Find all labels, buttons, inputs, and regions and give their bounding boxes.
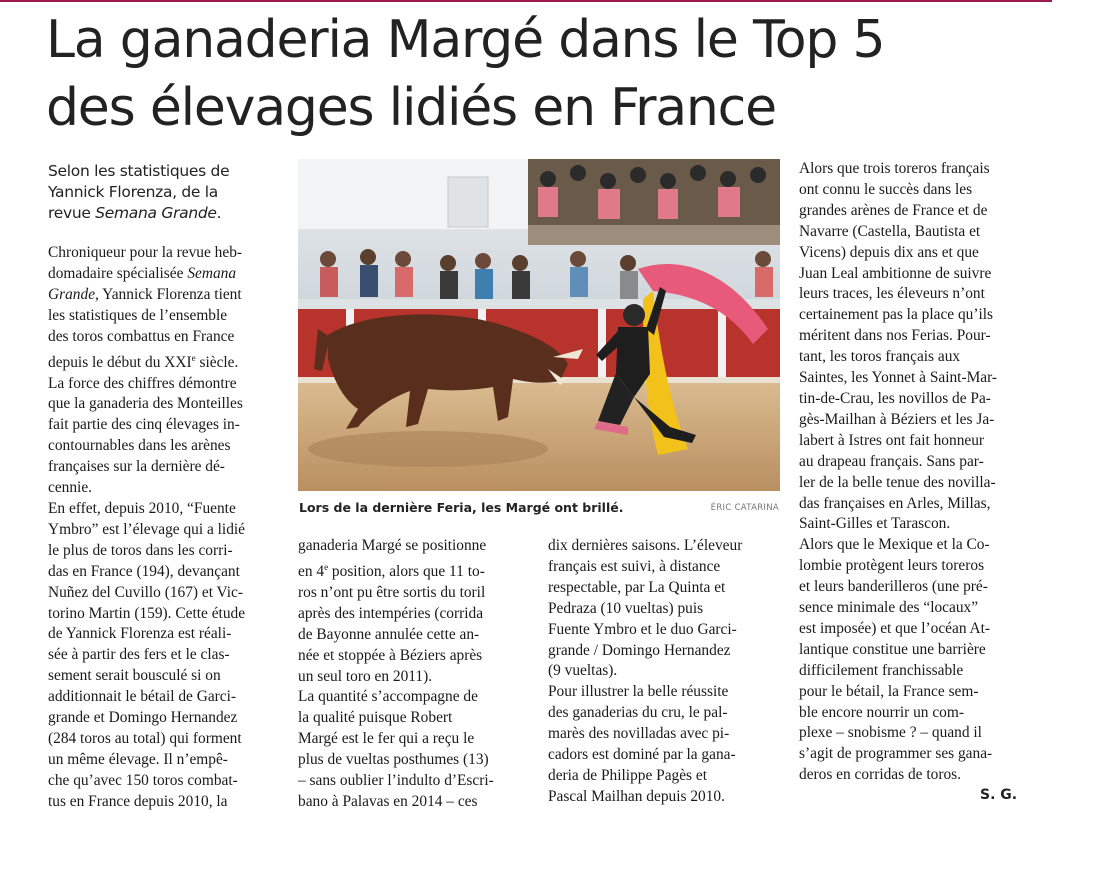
- text-line: Saint-Gilles et Tarascon.: [799, 515, 951, 533]
- text-line: Pedraza (10 vueltas) puis: [548, 599, 704, 617]
- bullfight-photo: [298, 159, 780, 491]
- text-line: des toros combattus en France: [48, 327, 235, 345]
- text-line: grande / Domingo Hernandez: [548, 641, 731, 659]
- headline-line-1: La ganaderia Margé dans le Top 5: [46, 10, 885, 70]
- text-line: un seul toro en 2011).: [298, 667, 433, 685]
- text-line: ler de la belle tenue des novilla-: [799, 473, 996, 491]
- text-line: La force des chiffres démontre: [48, 374, 237, 392]
- standfirst-line: Yannick Florenza, de la: [48, 183, 219, 201]
- text-line: ont connu le succès dans les: [799, 180, 973, 198]
- text-line: les statistiques de l’ensemble: [48, 306, 228, 324]
- text-line: deros en corridas de toros.: [799, 766, 961, 784]
- text-line: lombie protègent leurs toreros: [799, 557, 985, 575]
- text-line: françaises sur la dernière dé-: [48, 458, 225, 476]
- text-line: la qualité puisque Robert: [298, 709, 453, 727]
- text-line: que la ganaderia des Monteilles: [48, 395, 243, 413]
- text-line: Vicens) depuis dix ans et que: [799, 243, 979, 261]
- text-line: tant, les toros français aux: [799, 348, 961, 366]
- text-line: additionnait le bétail de Garci-: [48, 688, 237, 706]
- text-line: français est suivi, à distance: [548, 557, 721, 575]
- text-line: domadaire spécialisée Semana: [48, 264, 237, 282]
- standfirst-line: Selon les statistiques de: [48, 162, 230, 180]
- text-line: cadors est dominé par la gana-: [548, 746, 736, 764]
- text-line: sement serait bousculé si on: [48, 667, 221, 685]
- text-line: (9 vueltas).: [548, 662, 618, 680]
- bullfight-illustration: [298, 159, 780, 491]
- article-column-3: [548, 536, 780, 808]
- photo-caption: Lors de la dernière Feria, les Margé ont brillé.: [299, 500, 624, 515]
- text-line: après des intempéries (corrida: [298, 604, 484, 622]
- headline-line-2: des élevages lidiés en France: [46, 78, 776, 138]
- text-line: Ymbro” est l’élevage qui a lidié: [48, 520, 246, 538]
- text-line: pour le bétail, la France sem-: [799, 682, 979, 700]
- text-line: Pascal Mailhan depuis 2010.: [548, 787, 725, 805]
- text-line: marès des novilladas avec pi-: [548, 725, 730, 743]
- text-line: Margé est le fer qui a reçu le: [298, 730, 475, 748]
- magazine-name: Semana Grande: [95, 204, 217, 222]
- text-line: contournables dans les arènes: [48, 437, 231, 455]
- photo-caption-bar: [299, 500, 779, 520]
- text-line: leurs traces, les éleveurs n’ont: [799, 285, 985, 303]
- text-line: bano à Palavas en 2014 – ces: [298, 793, 478, 810]
- text-line: deria de Philippe Pagès et: [548, 766, 707, 784]
- text-line: lantique constitue une barrière: [799, 640, 986, 658]
- text-line: cennie.: [48, 479, 93, 497]
- text-line: Grande, Yannick Florenza tient: [48, 285, 242, 303]
- text-line: sée à partir des fers et le clas-: [48, 646, 230, 664]
- text-line: certainement pas la place qu’ils: [799, 306, 994, 324]
- text-line: ganaderia Margé se positionne: [298, 537, 487, 554]
- text-line: s’agit de programmer ses gana-: [799, 745, 993, 763]
- text-line: un même élevage. Il n’empê-: [48, 750, 228, 768]
- text-line: Pour illustrer la belle réussite: [548, 683, 729, 701]
- text-line: gès-Mailhan à Béziers et les Ja-: [799, 410, 995, 428]
- text-line: plus de vueltas posthumes (13): [298, 751, 489, 769]
- text-line: das en France (194), devançant: [48, 562, 240, 580]
- text-line: tus en France depuis 2010, la: [48, 792, 228, 810]
- text-line: est imposée) et que l’océan At-: [799, 619, 991, 637]
- top-accent-line: [0, 0, 1052, 2]
- text-line: de Yannick Florenza est réali-: [48, 625, 232, 643]
- text-line: Alors que le Mexique et la Co-: [799, 536, 990, 554]
- article-column-2: [298, 536, 530, 813]
- text-line: Alors que trois toreros français: [799, 160, 990, 177]
- article-column-1: [48, 243, 280, 813]
- article-column-4: [799, 159, 1039, 786]
- text-line: ros n’ont pu être sortis du toril: [298, 583, 486, 601]
- text-line: Nuñez del Cuvillo (167) et Vic-: [48, 583, 243, 601]
- text-line: de Bayonne annulée cette an-: [298, 625, 480, 643]
- text-line: Juan Leal ambitionne de suivre: [799, 264, 992, 282]
- text-line: Saintes, les Yonnet à Saint-Mar-: [799, 369, 998, 387]
- text-line: En effet, depuis 2010, “Fuente: [48, 500, 236, 517]
- text-line: (284 toros au total) qui forment: [48, 729, 242, 747]
- text-line: depuis le début du XXIe siècle.: [48, 352, 239, 371]
- standfirst-line: revue Semana Grande.: [48, 204, 222, 222]
- article-headline: [46, 6, 1056, 142]
- text-line: Fuente Ymbro et le duo Garci-: [548, 620, 737, 638]
- text-line: respectable, par La Quinta et: [548, 578, 726, 596]
- text-line: le plus de toros dans les corri-: [48, 541, 233, 559]
- text-line: labert à Istres ont fait honneur: [799, 431, 985, 449]
- text-line: difficilement franchissable: [799, 661, 964, 679]
- text-line: née et stoppée à Béziers après: [298, 646, 483, 664]
- photo-credit: ÉRIC CATARINA: [710, 503, 779, 513]
- text-line: au drapeau français. Sans par-: [799, 452, 984, 470]
- article-standfirst: [48, 161, 278, 224]
- text-line: en 4e position, alors que 11 to-: [298, 561, 485, 581]
- text-line: Chroniqueur pour la revue heb-: [48, 244, 243, 261]
- text-line: torino Martin (159). Cette étude: [48, 604, 246, 622]
- text-line: plexe – snobisme ? – quand il: [799, 724, 982, 742]
- text-line: – sans oublier l’indulto d’Escri-: [298, 772, 494, 790]
- text-line: sence minimale des “locaux”: [799, 599, 979, 617]
- text-line: grandes arènes de France et de: [799, 201, 988, 219]
- text-line: fait partie des cinq élevages in-: [48, 416, 240, 434]
- text-line: tin-de-Crau, les novillos de Pa-: [799, 389, 991, 407]
- text-line: das françaises en Arles, Millas,: [799, 494, 991, 512]
- text-line: grande et Domingo Hernandez: [48, 709, 238, 727]
- text-line: La quantité s’accompagne de: [298, 688, 478, 706]
- text-line: des ganaderias du cru, le pal-: [548, 704, 728, 722]
- text-line: Navarre (Castella, Bautista et: [799, 222, 981, 240]
- author-signature: S. G.: [980, 787, 1018, 803]
- text-line: et leurs banderilleros (une pré-: [799, 578, 988, 596]
- text-line: che qu’avec 150 toros combat-: [48, 771, 238, 789]
- text-line: ble encore nourrir un com-: [799, 703, 964, 721]
- text-line: dix dernières saisons. L’éleveur: [548, 537, 743, 554]
- text-line: méritent dans nos Ferias. Pour-: [799, 327, 991, 345]
